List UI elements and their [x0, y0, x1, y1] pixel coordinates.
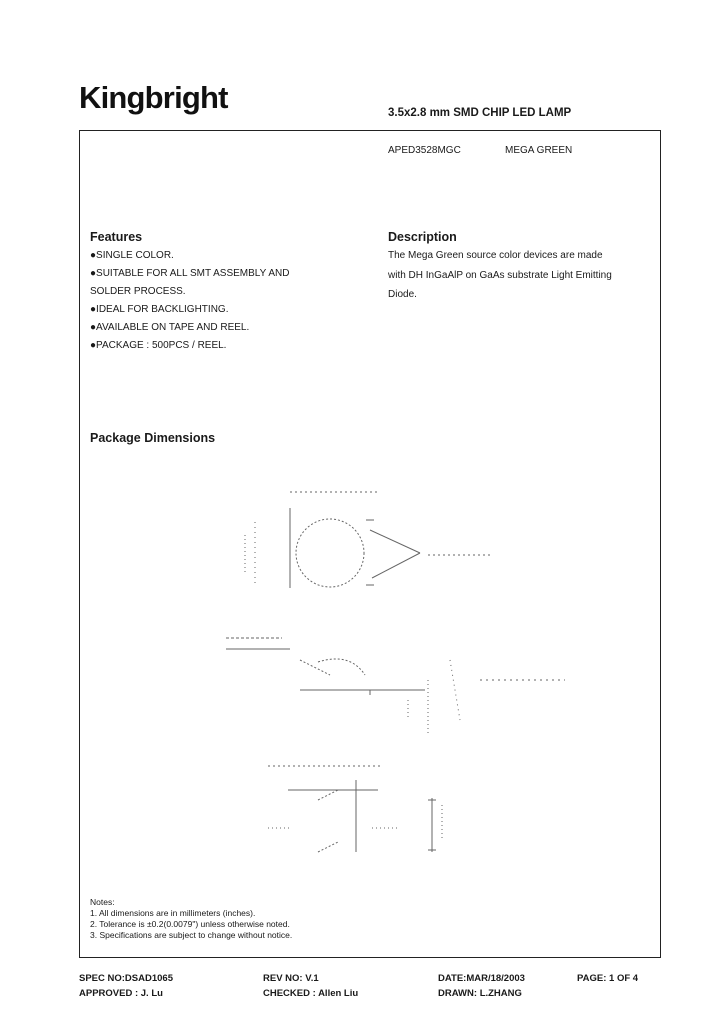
revision-number: REV NO: V.1	[263, 973, 319, 984]
feature-item: ●IDEAL FOR BACKLIGHTING.	[90, 304, 229, 315]
document-title: 3.5x2.8 mm SMD CHIP LED LAMP	[388, 107, 572, 119]
spec-number: SPEC NO:DSAD1065	[79, 973, 173, 984]
checked-by: CHECKED : Allen Liu	[263, 988, 359, 999]
feature-item: ●SINGLE COLOR.	[90, 250, 174, 261]
page-number: PAGE: 1 OF 4	[577, 973, 639, 984]
feature-item: SOLDER PROCESS.	[90, 286, 186, 297]
emitted-color: MEGA GREEN	[505, 145, 573, 156]
notes-line: 1. All dimensions are in millimeters (inches).	[90, 908, 256, 918]
notes-line: 2. Tolerance is ±0.2(0.0079") unless otherwise noted.	[90, 919, 290, 929]
features-heading: Features	[90, 230, 143, 244]
side-view-drawing	[226, 638, 565, 735]
company-logo: Kingbright	[79, 80, 228, 115]
approved-by: APPROVED : J. Lu	[79, 988, 163, 999]
top-view-drawing	[245, 492, 492, 588]
release-date: DATE:MAR/18/2003	[438, 973, 525, 984]
drawn-by: DRAWN: L.ZHANG	[438, 988, 522, 999]
feature-item: ●SUITABLE FOR ALL SMT ASSEMBLY AND	[90, 268, 290, 279]
package-dimensions-heading: Package Dimensions	[90, 431, 216, 445]
description-line: with DH InGaAlP on GaAs substrate Light Emitting	[388, 269, 612, 281]
description-line: Diode.	[388, 289, 417, 300]
notes-block	[90, 897, 292, 941]
description-line: The Mega Green source color devices are made	[388, 250, 603, 261]
description-heading: Description	[388, 230, 457, 244]
bottom-view-drawing	[268, 766, 442, 852]
notes-line: 3. Specifications are subject to change without notice.	[90, 930, 293, 940]
notes-line: Notes:	[90, 897, 115, 907]
feature-item: ●AVAILABLE ON TAPE AND REEL.	[90, 322, 250, 333]
feature-item: ●PACKAGE : 500PCS / REEL.	[90, 340, 227, 351]
part-number: APED3528MGC	[388, 145, 461, 156]
